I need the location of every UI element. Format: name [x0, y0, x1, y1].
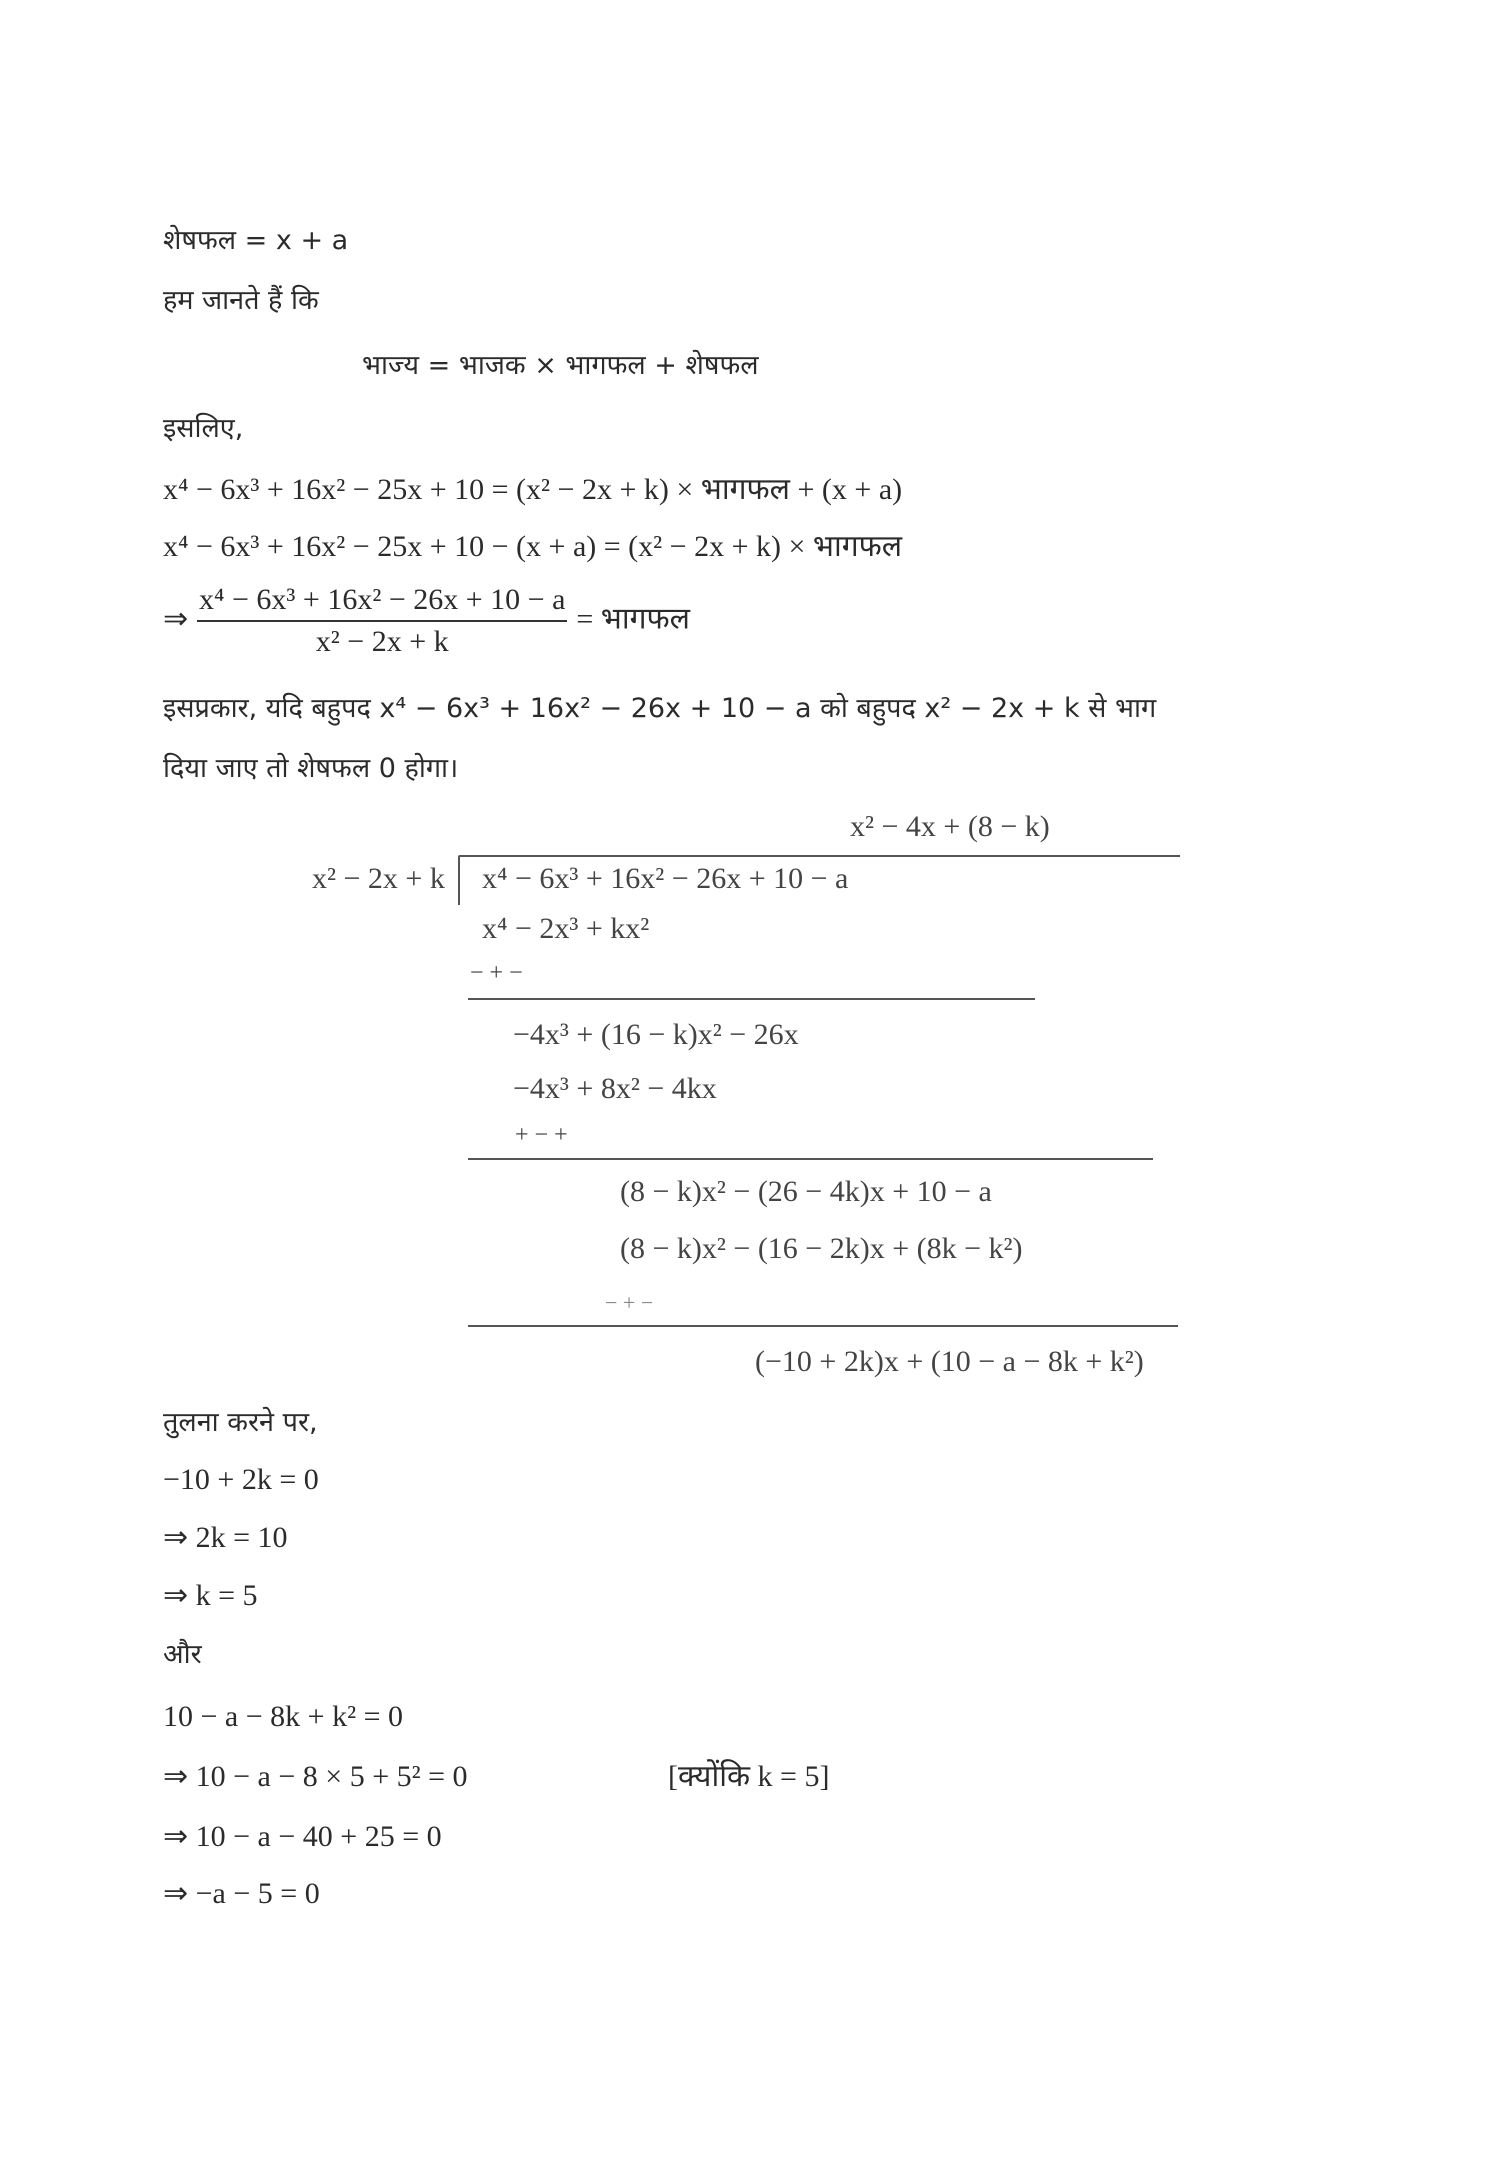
- comparison-eq-2: [163, 1518, 288, 1558]
- equation-2-text: x⁴ − 6x³ + 16x² − 25x + 10 − (x + a) = (x² − 2x + k) × भागफल: [163, 530, 903, 563]
- comparison-eq-5: [163, 1757, 468, 1797]
- thus-line-1-text: इसप्रकार, यदि बहुपद x⁴ − 6x³ + 16x² − 26x + 10 − a को बहुपद x² − 2x + k से भाग: [163, 693, 1157, 724]
- division-bracket: [458, 855, 460, 905]
- comparison-eq-1: [163, 1460, 319, 1500]
- identity-text: भाज्य = भाजक × भागफल + शेषफल: [362, 350, 759, 381]
- step-1-subtrahend: x⁴ − 2x³ + kx²: [482, 912, 650, 945]
- fraction-numerator: x⁴ − 6x³ + 16x² − 26x + 10 − a: [197, 582, 567, 622]
- we-know-text: [163, 280, 319, 321]
- thus-line-1: [163, 688, 1156, 729]
- step-1-signs: − + −: [470, 960, 523, 986]
- quotient: x² − 4x + (8 − k): [850, 810, 1050, 843]
- fraction-denominator: x² − 2x + k: [315, 625, 449, 658]
- step-1-remainder: −4x³ + (16 − k)x² − 26x: [513, 1018, 799, 1051]
- equation-1: [163, 470, 902, 510]
- step-3-subtrahend: (8 − k)x² − (16 − 2k)x + (8k − k²): [620, 1232, 1023, 1265]
- comparison-eq-7-text: ⇒ −a − 5 = 0: [163, 1877, 320, 1910]
- we-know-label: हम जानते हैं कि: [163, 285, 319, 316]
- because-note-text: [क्योंकि k = 5]: [668, 1760, 830, 1793]
- comparison-heading: [163, 1402, 318, 1443]
- thus-line-2: [163, 748, 458, 789]
- comparison-eq-1-text: −10 + 2k = 0: [163, 1463, 319, 1496]
- because-note: [668, 1757, 829, 1797]
- step-2-signs: + − +: [515, 1122, 568, 1148]
- comparison-eq-7: [163, 1874, 320, 1914]
- division-bar: [460, 855, 1180, 857]
- step-2-remainder: (8 − k)x² − (26 − 4k)x + 10 − a: [620, 1175, 992, 1208]
- therefore-label: इसलिए,: [163, 413, 244, 444]
- step-1-rule: [468, 998, 1035, 1000]
- step-2-subtrahend: −4x³ + 8x² − 4kx: [513, 1072, 717, 1105]
- comparison-eq-4: [163, 1697, 403, 1737]
- comparison-eq-6: [163, 1817, 442, 1857]
- final-remainder: (−10 + 2k)x + (10 − a − 8k + k²): [755, 1345, 1144, 1378]
- equation-1-text: x⁴ − 6x³ + 16x² − 25x + 10 = (x² − 2x + k) × भागफल + (x + a): [163, 473, 903, 506]
- divisor: x² − 2x + k: [312, 862, 445, 895]
- comparison-eq-6-text: ⇒ 10 − a − 40 + 25 = 0: [163, 1820, 442, 1853]
- remainder-definition: [163, 220, 348, 261]
- division-identity: [362, 345, 759, 386]
- equation-2: [163, 527, 902, 567]
- thus-line-2-text: दिया जाए तो शेषफल 0 होगा।: [163, 753, 459, 784]
- equation-3: [163, 582, 690, 660]
- remainder-text: शेषफल = x + a: [163, 225, 349, 256]
- comparison-eq-3: [163, 1576, 258, 1616]
- dividend: x⁴ − 6x³ + 16x² − 26x + 10 − a: [482, 862, 849, 895]
- comparison-eq-5-text: ⇒ 10 − a − 8 × 5 + 5² = 0: [163, 1760, 468, 1793]
- comparison-eq-2-text: ⇒ 2k = 10: [163, 1521, 288, 1554]
- comparison-heading-text: तुलना करने पर,: [163, 1407, 318, 1438]
- fraction: [197, 582, 567, 660]
- implies-symbol: ⇒: [163, 602, 189, 636]
- and-text: [163, 1634, 202, 1675]
- therefore-text: [163, 408, 243, 449]
- equation-3-rhs: = भागफल: [576, 602, 690, 636]
- step-2-rule: [468, 1158, 1153, 1160]
- step-3-signs: − + −: [605, 1290, 654, 1315]
- step-3-rule: [468, 1325, 1178, 1327]
- comparison-eq-3-text: ⇒ k = 5: [163, 1579, 258, 1612]
- comparison-eq-4-text: 10 − a − 8k + k² = 0: [163, 1700, 403, 1733]
- and-label: और: [163, 1639, 202, 1670]
